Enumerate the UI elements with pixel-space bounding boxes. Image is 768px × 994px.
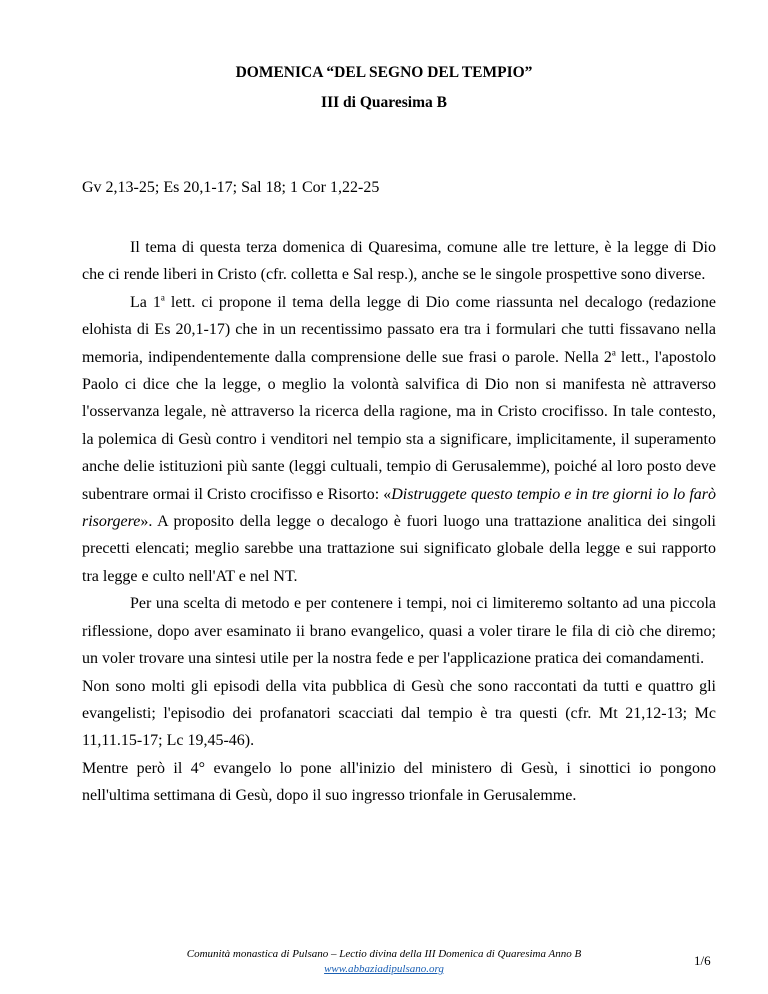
paragraph-2 [82, 289, 716, 590]
p2-superscript-1: a [160, 292, 165, 303]
readings-references: Gv 2,13-25; Es 20,1-17; Sal 18; 1 Cor 1,22-25 [82, 179, 380, 196]
page-number: 1/6 [694, 953, 711, 968]
p2-superscript-2: a [611, 347, 616, 358]
document-subtitle: III di Quaresima B [321, 94, 447, 111]
p2-text-a: La 1 [130, 293, 161, 311]
paragraph-4: Non sono molti gli episodi della vita pubblica di Gesù che sono raccontati da tutti e quattro gli evangelisti; l'episodio dei profanatori scacciati dal tempio è tra questi (cfr. Mt 21,12-13; Mc 11,11.15-17; Lc 19,45-46). [82, 677, 716, 750]
p2-text-c: lett., l'apostolo Paolo ci dice che la legge, o meglio la volontà salvifica di Dio non si manifesta nè attraverso l'osservanza legale, nè attraverso la ricerca della ragione, ma in Cristo crocifisso. In tale contesto, la polemica di Gesù contro i venditori nel tempio sta a significare, implicitamente, il superamento anche delie istituzioni più sante (leggi cultuali, tempio di Gerusalemme), poiché al loro posto deve subentrare ormai il Cristo crocifisso e Risorto: « [82, 348, 717, 503]
document-title: DOMENICA “DEL SEGNO DEL TEMPIO” [235, 64, 533, 81]
paragraph-5: Mentre però il 4° evangelo lo pone all'inizio del ministero di Gesù, i sinottici io pongono nell'ultima settimana di Gesù, dopo il suo ingresso trionfale in Gerusalemme. [82, 759, 716, 805]
footer-website-link[interactable]: www.abbaziadipulsano.org [324, 963, 444, 975]
paragraph-1: Il tema di questa terza domenica di Quaresima, comune alle tre letture, è la legge di Dio che ci rende liberi in Cristo (cfr. colletta e Sal resp.), anche se le singole prospettive sono diverse. [82, 239, 716, 284]
p2-text-d: ». A proposito della legge o decalogo è fuori luogo una trattazione analitica dei singoli precetti elencati; meglio sarebbe una trattazione sui significato globale della legge e sui rapporto tra legge e culto nell'AT e nel NT. [82, 513, 716, 585]
page-footer [0, 947, 768, 977]
footer-credit: Comunità monastica di Pulsano – Lectio divina della III Domenica di Quaresima Anno B [186, 948, 582, 960]
document-body [82, 234, 716, 810]
paragraph-3: Per una scelta di metodo e per contenere i tempi, noi ci limiteremo soltanto ad una piccola riflessione, dopo aver esaminato ii brano evangelico, quasi a voler tirare le fila di ciò che diremo; un voler trovare una sintesi utile per la nostra fede e per l'applicazione pratica dei comandamenti. [82, 595, 716, 668]
p2-quote: Distruggete questo tempio e in tre giorni io lo farò risorgere [82, 485, 716, 531]
p2-text-b: lett. ci propone il tema della legge di Dio come riassunta nel decalogo (redazione elohista di Es 20,1-17) che in un recentissimo passato era tra i formulari che tutti fissavano nella memoria, indipendentemente dalla comprensione delle sue frasi o parole. Nella 2 [82, 293, 716, 366]
